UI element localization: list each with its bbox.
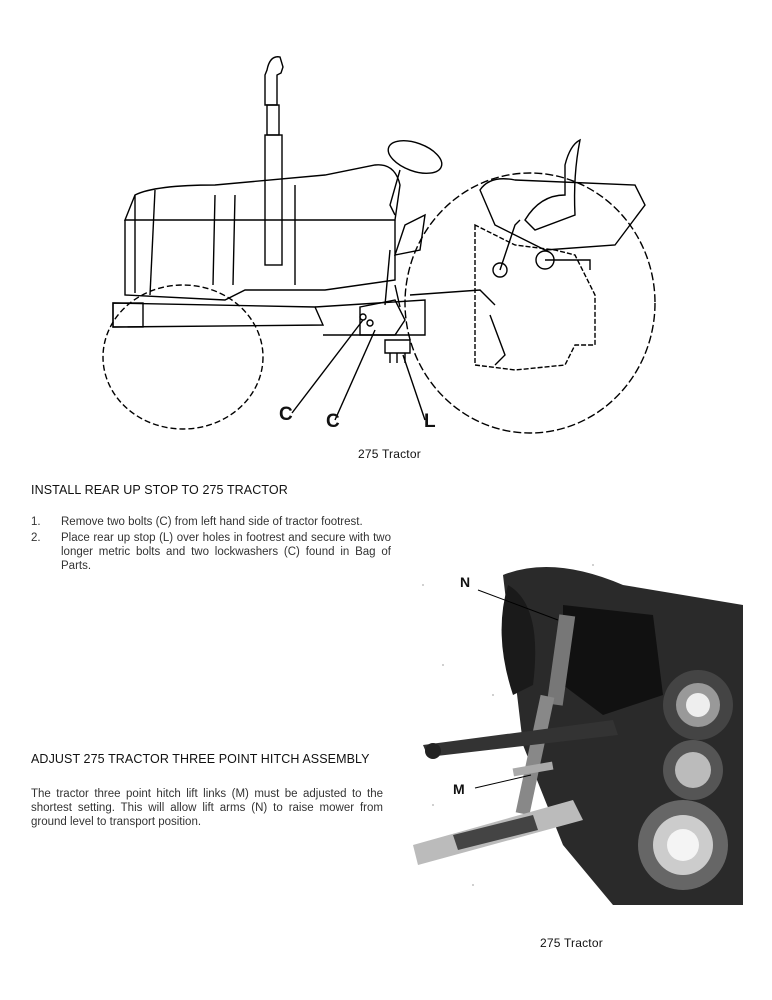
step-text: Place rear up stop (L) over holes in footrest and secure with two longer metric bolts and two lockwashers (C) found in Bag of Parts. [61, 532, 391, 572]
frame [113, 303, 323, 327]
step-number: 2. [31, 532, 41, 544]
rear-up-stop [385, 340, 410, 353]
fender [480, 179, 645, 250]
seat [525, 140, 580, 230]
section2-paragraph: The tractor three point hitch lift links (M) must be adjusted to the shortest setting. This will allow lift arms (N) to raise mower from ground level to transport position. [31, 788, 383, 828]
section2-heading: ADJUST 275 TRACTOR THREE POINT HITCH ASSEMBLY [31, 752, 370, 766]
list-item [31, 531, 391, 573]
step-number: 1. [31, 516, 41, 528]
front-wheel [103, 285, 263, 429]
callout-c-left: C [279, 404, 293, 425]
exhaust-stack [265, 57, 283, 105]
callout-c-right: C [326, 411, 340, 432]
figure-top-caption: 275 Tractor [358, 447, 421, 461]
install-steps-list [31, 515, 391, 575]
photo-label-m: M [453, 781, 465, 797]
hitch-photo [413, 545, 743, 905]
callout-l: L [424, 411, 436, 432]
step-text: Remove two bolts (C) from left hand side of tractor footrest. [61, 516, 363, 528]
hood [125, 165, 400, 220]
list-item [31, 515, 391, 529]
photo-label-n: N [460, 574, 471, 590]
section1-heading: INSTALL REAR UP STOP TO 275 TRACTOR [31, 483, 288, 497]
steering-wheel [384, 134, 446, 179]
photo-caption: 275 Tractor [540, 936, 603, 950]
tractor-line-drawing [95, 45, 685, 445]
transmission [475, 225, 595, 370]
